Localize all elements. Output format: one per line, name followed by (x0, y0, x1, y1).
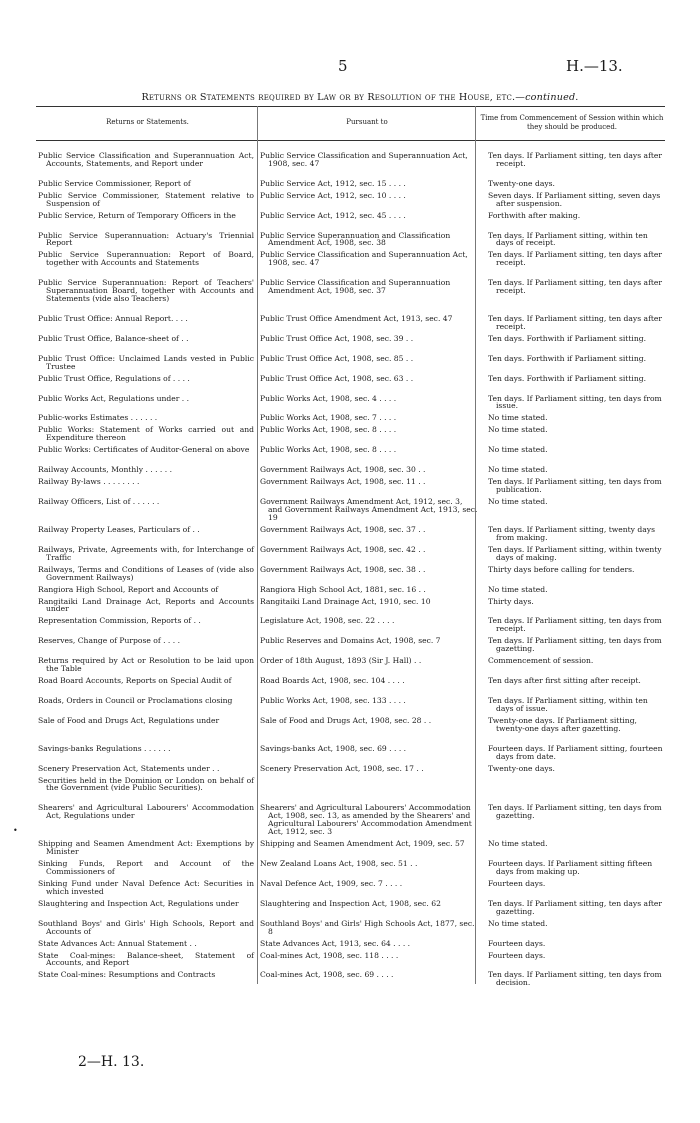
row-return: Public Service Commissioner, Statement relative to Suspension of (38, 190, 254, 208)
row-return: Public Works: Statement of Works carried out and Expenditure thereon (38, 425, 254, 443)
table-row (38, 860, 666, 880)
row-time: Ten days. Forthwith if Parliament sitting. (488, 353, 646, 363)
row-return: Public Service, Return of Temporary Officers in the (38, 210, 236, 220)
row-time: Ten days. If Parliament sitting, twenty days from making. (488, 524, 655, 542)
margin-mark: • (13, 826, 18, 835)
returns-table-body (38, 152, 666, 991)
table-row (38, 355, 666, 375)
row-pursuant: Coal-mines Act, 1908, sec. 69 . . . . (260, 970, 394, 980)
row-pursuant: Road Boards Act, 1908, sec. 104 . . . . (260, 676, 405, 686)
row-pursuant: Government Railways Act, 1908, sec. 42 . . (260, 544, 426, 554)
table-row (38, 375, 666, 395)
table-row (38, 717, 666, 745)
row-pursuant: Public Service Classification and Superannuation Act, 1908, sec. 47 (260, 151, 468, 168)
row-time: No time stated. (488, 497, 548, 507)
row-pursuant: Naval Defence Act, 1909, sec. 7 . . . . (260, 878, 403, 888)
row-time: Ten days. If Parliament sitting, ten days after receipt. (488, 250, 663, 268)
row-return: Roads, Orders in Council or Proclamations closing (38, 696, 233, 705)
table-row (38, 745, 666, 765)
row-time: Ten days. If Parliament sitting, ten days after gazetting. (488, 898, 663, 916)
row-time: No time stated. (488, 918, 548, 928)
table-row (38, 180, 666, 192)
row-return: Southland Boys' and Girls' High Schools, Report and Accounts of (38, 918, 254, 936)
table-row (38, 526, 666, 546)
table-row (38, 546, 666, 566)
row-pursuant: State Advances Act, 1913, sec. 64 . . . . (260, 938, 411, 948)
table-row (38, 446, 666, 466)
row-time: Forthwith after making. (488, 210, 581, 220)
table-row (38, 192, 666, 212)
table-row (38, 598, 666, 618)
row-pursuant: Government Railways Act, 1908, sec. 37 . . (260, 524, 426, 534)
table-row (38, 971, 666, 991)
row-pursuant: Public Trust Office Amendment Act, 1913, sec. 47 (260, 313, 453, 323)
header-returns: Returns or Statements. (106, 118, 189, 126)
row-time: Fourteen days. If Parliament sitting, fourteen days from date. (488, 743, 663, 761)
row-return: Public Works Act, Regulations under . . (38, 393, 189, 403)
row-return: Public Service Superannuation: Report of Teachers' Superannuation Board, together with Accounts and Statements (vide also Teachers) (38, 278, 254, 304)
row-time: Ten days. If Parliament sitting, ten days from gazetting. (488, 803, 662, 821)
row-pursuant: Public Works Act, 1908, sec. 8 . . . . (260, 425, 397, 435)
row-pursuant: Legislature Act, 1908, sec. 22 . . . . (260, 616, 395, 626)
row-pursuant: Shearers' and Agricultural Labourers' Accommodation Act, 1908, sec. 13, as amended by the Shearers' and Agricultural Labourers' Accommodation Amendment Act, 1912, sec. 3 (260, 803, 472, 837)
table-row (38, 840, 666, 860)
row-time: Ten days. If Parliament sitting, ten days after receipt. (488, 151, 663, 168)
title-main: Returns or Statements required by Law or by Resolution of the House, etc.— (141, 92, 526, 103)
row-time: Fourteen days. If Parliament sitting fifteen days from making up. (488, 858, 653, 876)
row-pursuant: Public Reserves and Domains Act, 1908, sec. 7 (260, 636, 441, 646)
table-row (38, 777, 666, 805)
row-time: Ten days. If Parliament sitting, ten days from gazetting. (488, 636, 662, 654)
row-return: Returns required by Act or Resolution to be laid upon the Table (38, 656, 254, 674)
row-pursuant: Public Service Act, 1912, sec. 10 . . . . (260, 190, 406, 200)
row-time: Ten days. If Parliament sitting, within twenty days of making. (488, 544, 662, 562)
row-time (488, 777, 666, 805)
table-row (38, 212, 666, 232)
title-continued: continued. (525, 92, 579, 103)
row-time: Ten days. If Parliament sitting, ten days after receipt. (488, 278, 663, 296)
table-row (38, 900, 666, 920)
row-return: Slaughtering and Inspection Act, Regulations under (38, 898, 239, 908)
row-return: Sale of Food and Drugs Act, Regulations under (38, 715, 220, 725)
row-time: Ten days. If Parliament sitting, ten days after receipt. (488, 313, 663, 331)
row-time: Commencement of session. (488, 656, 594, 666)
row-return: Savings-banks Regulations . . . . . . (38, 743, 171, 753)
row-return: Securities held in the Dominion or London on behalf of the Government (vide Public Securities). (38, 775, 254, 793)
row-pursuant: Public Service Act, 1912, sec. 15 . . . . (260, 178, 406, 188)
row-pursuant: Public Service Classification and Superannuation Amendment Act, 1908, sec. 37 (260, 278, 451, 296)
row-time: No time stated. (488, 839, 548, 849)
row-return: Representation Commission, Reports of . . (38, 616, 201, 626)
row-time: No time stated. (488, 413, 548, 423)
row-pursuant: Public Service Classification and Superannuation Act, 1908, sec. 47 (260, 250, 468, 268)
row-return: Railway Officers, List of . . . . . . (38, 497, 160, 507)
row-time: Seven days. If Parliament sitting, seven days after suspension. (488, 190, 661, 208)
page-title (30, 92, 690, 103)
table-row (38, 765, 666, 777)
table-row (38, 804, 666, 840)
row-pursuant: Order of 18th August, 1893 (Sir J. Hall) . . (260, 656, 422, 666)
row-pursuant: Government Railways Act, 1908, sec. 38 . . (260, 564, 426, 574)
table-row (38, 478, 666, 498)
table-row (38, 657, 666, 677)
row-time: Twenty-one days. If Parliament sitting, twenty-one days after gazetting. (488, 715, 637, 733)
row-return: Public Trust Office, Balance-sheet of . . (38, 333, 189, 343)
row-time: Ten days. If Parliament sitting, ten days from publication. (488, 477, 662, 495)
table-row (38, 940, 666, 952)
row-time: Fourteen days. (488, 950, 546, 960)
row-time: Ten days. If Parliament sitting, within ten days of issue. (488, 696, 648, 713)
row-pursuant: Southland Boys' and Girls' High Schools Act, 1877, sec. 8 (260, 918, 475, 936)
header-pursuant: Pursuant to (346, 118, 388, 126)
row-pursuant: Public Service Act, 1912, sec. 45 . . . . (260, 210, 406, 220)
row-pursuant: Scenery Preservation Act, 1908, sec. 17 . . (260, 763, 424, 773)
row-pursuant: Public Works Act, 1908, sec. 133 . . . . (260, 696, 406, 705)
table-header-rule (36, 140, 665, 141)
table-row (38, 952, 666, 972)
row-pursuant: Shipping and Seamen Amendment Act, 1909, sec. 57 (260, 839, 465, 849)
row-pursuant: Public Service Superannuation and Classification Amendment Act, 1908, sec. 38 (260, 230, 451, 248)
table-row (38, 566, 666, 586)
table-top-rule (36, 106, 665, 107)
row-pursuant: Government Railways Act, 1908, sec. 11 . . (260, 477, 426, 487)
row-pursuant: Government Railways Act, 1908, sec. 30 . . (260, 465, 426, 475)
row-pursuant: Public Works Act, 1908, sec. 7 . . . . (260, 413, 397, 423)
row-pursuant: Savings-banks Act, 1908, sec. 69 . . . . (260, 743, 407, 753)
row-pursuant: Public Trust Office Act, 1908, sec. 85 . . (260, 353, 414, 363)
table-row (38, 920, 666, 940)
row-return: Sinking Funds, Report and Account of the Commissioners of (38, 858, 254, 876)
row-pursuant: Sale of Food and Drugs Act, 1908, sec. 28 . . (260, 715, 432, 725)
row-pursuant: Public Works Act, 1908, sec. 8 . . . . (260, 445, 397, 455)
row-return: Railways, Terms and Conditions of Leases of (vide also Government Railways) (38, 564, 254, 582)
row-time: No time stated. (488, 425, 548, 435)
table-row (38, 880, 666, 900)
table-row (38, 232, 666, 252)
row-time: Ten days. If Parliament sitting, ten days from decision. (488, 970, 662, 988)
row-return: Public Service Superannuation: Actuary's Triennial Report (38, 230, 254, 248)
table-row (38, 617, 666, 637)
row-time: No time stated. (488, 584, 548, 594)
table-row (38, 426, 666, 446)
row-return: Shipping and Seamen Amendment Act: Exemptions by Minister (38, 839, 254, 856)
row-return: Public Trust Office, Regulations of . . . . (38, 373, 190, 383)
row-return: Public Works: Certificates of Auditor-General on above (38, 445, 250, 455)
row-return: Sinking Fund under Naval Defence Act: Securities in which invested (38, 878, 254, 896)
table-row (38, 677, 666, 697)
row-return: Rangitaiki Land Drainage Act, Reports and Accounts under (38, 596, 254, 614)
row-pursuant: Public Trust Office Act, 1908, sec. 63 . . (260, 373, 414, 383)
row-return: Public Service Classification and Superannuation Act, Accounts, Statements, and Report under (38, 151, 254, 168)
row-return: Public Trust Office: Annual Report. . . . (38, 313, 188, 323)
row-time: No time stated. (488, 445, 548, 455)
row-return: State Advances Act: Annual Statement . . (38, 938, 197, 948)
row-return: Railway Accounts, Monthly . . . . . . (38, 465, 172, 475)
row-time: Ten days. If Parliament sitting, ten days from issue. (488, 393, 662, 411)
header-time: Time from Commencement of Session within which they should be produced. (480, 114, 664, 131)
row-time: Twenty-one days. (488, 178, 555, 188)
table-row (38, 637, 666, 657)
row-time: Twenty-one days. (488, 763, 555, 773)
row-time: Fourteen days. (488, 878, 546, 888)
row-time: Ten days. Forthwith if Parliament sitting. (488, 373, 646, 383)
row-return: Reserves, Change of Purpose of . . . . (38, 636, 180, 646)
row-return: State Coal-mines: Resumptions and Contracts (38, 970, 216, 980)
row-return: Rangiora High School, Report and Accounts of (38, 584, 219, 594)
table-row (38, 152, 666, 180)
row-pursuant: Public Trust Office Act, 1908, sec. 39 . . (260, 333, 414, 343)
table-row (38, 697, 666, 717)
row-time: Thirty days before calling for tenders. (488, 564, 635, 574)
row-time: Ten days. If Parliament sitting, within ten days of receipt. (488, 230, 648, 248)
document-code: H.—13. (566, 57, 623, 75)
row-pursuant: Rangitaiki Land Drainage Act, 1910, sec. 10 (260, 596, 431, 606)
row-time: Thirty days. (488, 596, 534, 606)
row-return: Public-works Estimates . . . . . . (38, 413, 158, 423)
table-row (38, 279, 666, 315)
row-return: Shearers' and Agricultural Labourers' Accommodation Act, Regulations under (38, 803, 254, 821)
row-time: Ten days. Forthwith if Parliament sitting. (488, 333, 646, 343)
row-pursuant: Slaughtering and Inspection Act, 1908, sec. 62 (260, 898, 441, 908)
row-pursuant: Coal-mines Act, 1908, sec. 118 . . . . (260, 950, 399, 960)
row-time: Ten days. If Parliament sitting, ten days from receipt. (488, 616, 662, 634)
page-number: 5 (338, 57, 348, 75)
row-return: Public Service Commissioner, Report of (38, 178, 191, 188)
page-footer: 2—H. 13. (78, 1054, 145, 1070)
table-row (38, 315, 666, 335)
row-return: Scenery Preservation Act, Statements under . . (38, 763, 220, 773)
row-time: Ten days after first sitting after receipt. (488, 676, 641, 686)
row-pursuant: Public Works Act, 1908, sec. 4 . . . . (260, 393, 397, 403)
row-time: No time stated. (488, 465, 548, 475)
row-return: State Coal-mines: Balance-sheet, Statement of Accounts, and Report (38, 950, 254, 968)
table-row (38, 395, 666, 415)
row-pursuant (260, 777, 483, 805)
row-pursuant: Government Railways Amendment Act, 1912, sec. 3, and Government Railways Amendment Act, 1913, sec. 19 (260, 497, 478, 522)
row-return: Road Board Accounts, Reports on Special Audit of (38, 676, 232, 686)
table-row (38, 251, 666, 279)
row-pursuant: Rangiora High School Act, 1881, sec. 16 . . (260, 584, 426, 594)
table-row (38, 586, 666, 598)
table-row (38, 335, 666, 355)
row-return: Railways, Private, Agreements with, for Interchange of Traffic (38, 544, 254, 562)
row-return: Railway Property Leases, Particulars of . . (38, 524, 200, 534)
row-return: Public Trust Office: Unclaimed Lands vested in Public Trustee (38, 353, 254, 371)
row-pursuant: New Zealand Loans Act, 1908, sec. 51 . . (260, 858, 418, 868)
row-return: Railway By-laws . . . . . . . . (38, 477, 140, 487)
table-row (38, 498, 666, 526)
row-return: Public Service Superannuation: Report of Board, together with Accounts and Statements (38, 250, 254, 268)
row-time: Fourteen days. (488, 938, 546, 948)
